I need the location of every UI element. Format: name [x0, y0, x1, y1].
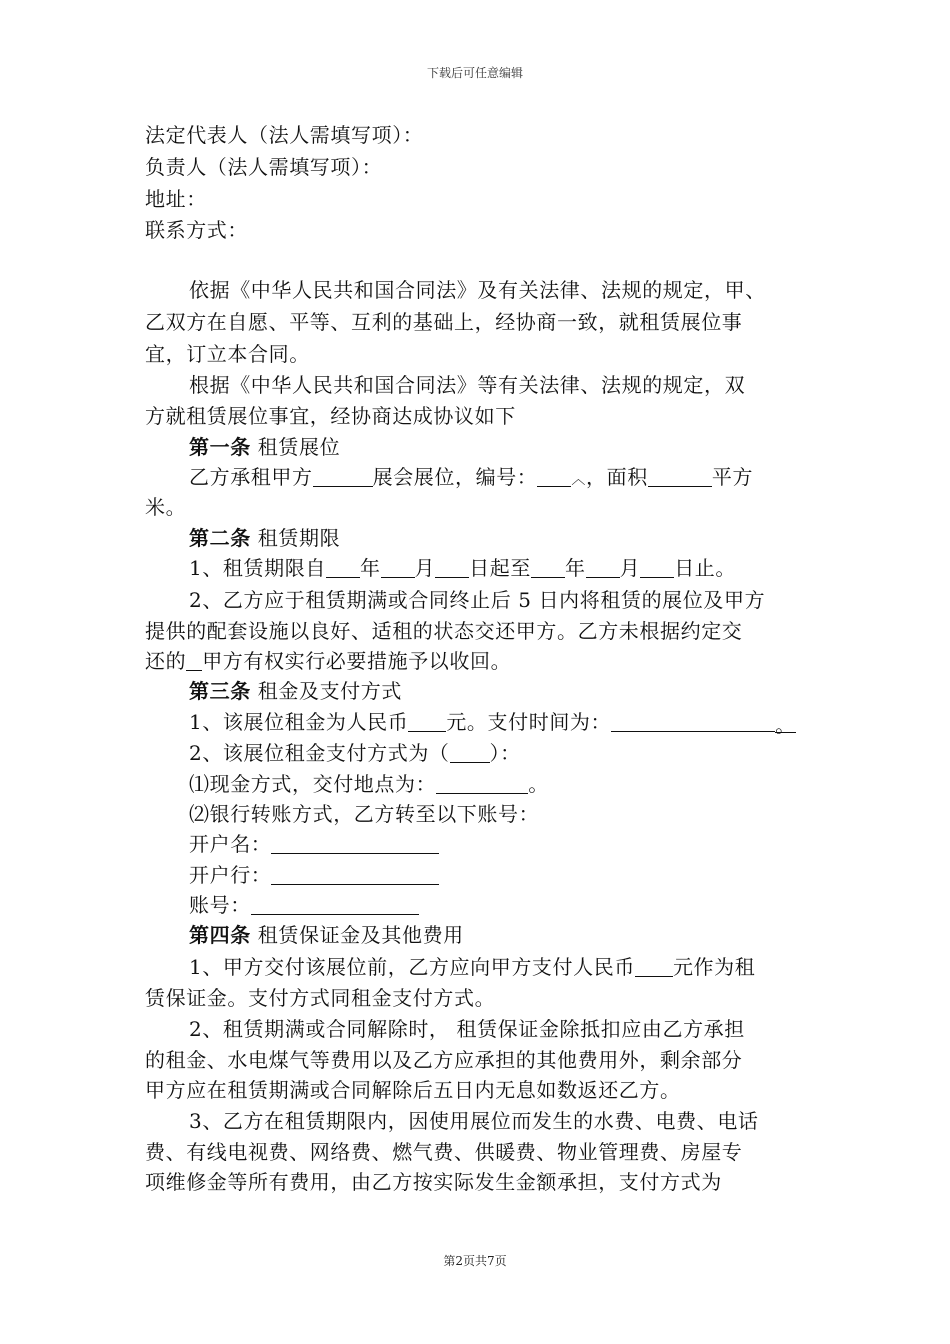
text: 年 [564, 556, 586, 580]
text: 展会展位，编号： [372, 465, 538, 489]
text: 甲方有权实行必要措施予以收回。 [202, 649, 512, 673]
text: 日起至 [469, 556, 531, 580]
account-name-line [189, 829, 439, 859]
article-2-clause-2-line-1: 2、乙方应于租赁期满或合同终止后 5 日内将租赁的展位及甲方 [189, 588, 766, 612]
article-2-clause-1 [189, 553, 736, 583]
caret-mark: ︿ [571, 472, 587, 488]
text: 开户行： [189, 863, 272, 887]
preamble-line-1: 依据《中华人民共和国合同法》及有关法律、法规的规定，甲、 [189, 278, 766, 302]
text: 月 [414, 556, 436, 580]
blank-field [611, 709, 775, 732]
text: 日止。 [674, 556, 736, 580]
blank-field [435, 555, 469, 578]
text: ⑴现金方式，交付地点为： [189, 772, 437, 796]
article-4-clause-3-line-1: 3、乙方在租赁期限内，因使用展位而发生的水费、电费、电话 [189, 1109, 759, 1133]
blank-field [531, 555, 565, 578]
account-bank-line [189, 860, 439, 890]
blank-field [648, 464, 712, 487]
text: 。 [775, 710, 796, 733]
blank-field [408, 709, 446, 732]
text: 。 [528, 772, 549, 796]
preamble-line-3: 宜，订立本合同。 [145, 342, 310, 366]
blank-field [450, 740, 490, 763]
article-3-cash-option [189, 769, 549, 799]
article-3-heading [189, 676, 402, 706]
text: 月 [619, 556, 641, 580]
article-4-title: 租赁保证金及其他费用 [257, 923, 464, 947]
article-1-line-2: 米。 [145, 495, 187, 519]
text: 1、租赁期限自 [189, 556, 326, 580]
article-4-clause-1-line-2: 赁保证金。支付方式同租金支付方式。 [145, 986, 496, 1010]
blank-field [436, 771, 528, 794]
text: 元。支付时间为： [446, 710, 612, 734]
account-number-line [189, 890, 419, 920]
article-3-clause-2 [189, 738, 521, 768]
blank-field [251, 892, 419, 915]
text: ，面积 [586, 465, 648, 489]
preamble-line-4: 根据《中华人民共和国合同法》等有关法律、法规的规定，双 [189, 373, 746, 397]
text: 开户名： [189, 832, 272, 856]
article-3-transfer-option: ⑵银行转账方式，乙方转至以下账号： [189, 802, 540, 826]
blank-field [326, 555, 360, 578]
blank-field [313, 464, 373, 487]
article-4-heading [189, 920, 464, 950]
article-2-number: 第二条 [189, 526, 251, 550]
text: 乙方承租甲方 [189, 465, 313, 489]
article-4-number: 第四条 [189, 923, 251, 947]
article-4-clause-3-line-2: 费、有线电视费、网络费、燃气费、供暖费、物业管理费、房屋专 [145, 1140, 743, 1164]
page-footer: 第2页共7页 [443, 1254, 507, 1268]
address-line: 地址： [145, 187, 207, 211]
text: 2、该展位租金支付方式为（ [189, 741, 450, 765]
blank-field [537, 464, 571, 487]
article-4-clause-2-line-2: 的租金、水电煤气等费用以及乙方应承担的其他费用外，剩余部分 [145, 1048, 743, 1072]
text: 平方 [711, 465, 754, 489]
text: 1、甲方交付该展位前，乙方应向甲方支付人民币 [189, 955, 635, 979]
article-2-title: 租赁期限 [257, 526, 341, 550]
text: ）： [489, 741, 521, 765]
article-2-clause-2-line-2: 提供的配套设施以良好、适租的状态交还甲方。乙方未根据约定交 [145, 619, 743, 643]
blank-field [186, 648, 202, 671]
article-4-clause-2-line-1: 2、租赁期满或合同解除时， 租赁保证金除抵扣应由乙方承担 [189, 1017, 745, 1041]
article-1-number: 第一条 [189, 435, 251, 459]
text: 还的 [145, 649, 187, 673]
text: 1、该展位租金为人民币 [189, 710, 409, 734]
blank-field [381, 555, 415, 578]
text: 元作为租 [672, 955, 756, 979]
preamble-line-5: 方就租赁展位事宜，经协商达成协议如下 [145, 404, 516, 428]
text: 年 [359, 556, 381, 580]
article-4-clause-2-line-3: 甲方应在租赁期满或合同解除后五日内无息如数返还乙方。 [145, 1078, 681, 1102]
legal-representative-line: 法定代表人（法人需填写项）： [145, 123, 424, 147]
page-header: 下载后可任意编辑 [426, 66, 523, 80]
article-4-clause-3-line-3: 项维修金等所有费用，由乙方按实际发生金额承担，支付方式为 [145, 1170, 722, 1194]
blank-field [635, 954, 673, 977]
contact-line: 联系方式： [145, 218, 248, 242]
blank-field [586, 555, 620, 578]
article-4-clause-1-line-1 [189, 952, 755, 982]
blank-field [640, 555, 674, 578]
article-3-number: 第三条 [189, 679, 251, 703]
preamble-line-2: 乙双方在自愿、平等、互利的基础上，经协商一致，就租赁展位事 [145, 310, 743, 334]
article-3-clause-1 [189, 707, 796, 737]
article-3-title: 租金及支付方式 [257, 679, 402, 703]
article-2-heading [189, 523, 340, 553]
article-1-line-1 [189, 462, 753, 495]
blank-field [271, 831, 439, 854]
responsible-person-line: 负责人（法人需填写项）： [145, 155, 383, 179]
text: 账号： [189, 893, 251, 917]
article-2-clause-2-line-3 [145, 646, 511, 676]
article-1-heading [189, 432, 340, 462]
blank-field [271, 862, 439, 885]
article-1-title: 租赁展位 [257, 435, 341, 459]
